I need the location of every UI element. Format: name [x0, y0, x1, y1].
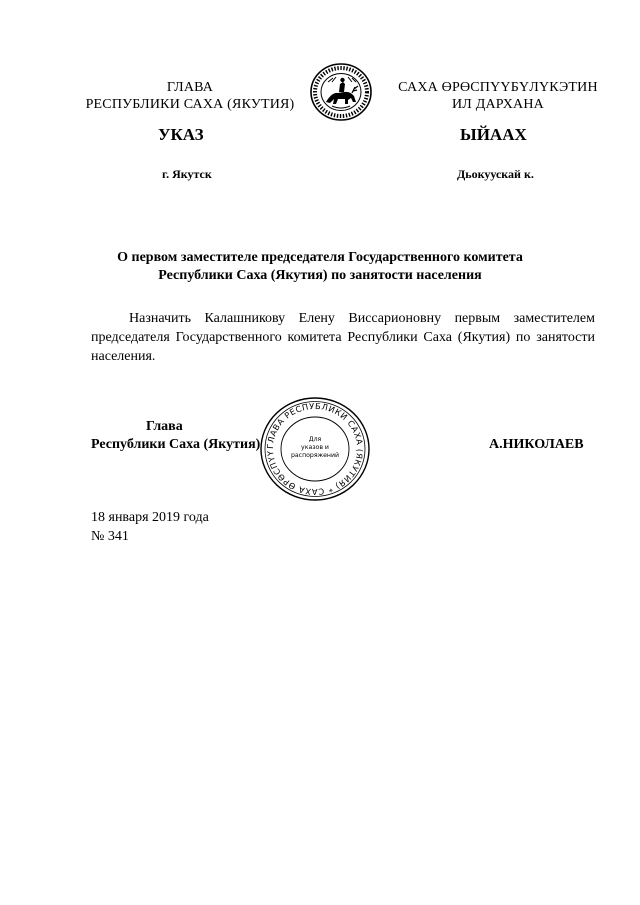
signature-title-line1: Глава: [146, 419, 183, 434]
header-left-line2: РЕСПУБЛИКИ САХА (ЯКУТИЯ): [85, 97, 295, 112]
header-right-line1: САХА ӨРӨСПҮҮБҮЛҮКЭТИН: [398, 80, 598, 95]
decree-date: 18 января 2019 года: [91, 510, 209, 525]
decree-body: [91, 309, 595, 366]
header-right-block: [383, 79, 613, 113]
seal-center-line2: указов и: [301, 444, 329, 451]
city-sah: Дьокуускай к.: [457, 167, 534, 181]
decree-title-ru: УКАЗ: [158, 125, 204, 144]
coat-of-arms-emblem: [308, 62, 374, 122]
subject-line2: Республики Саха (Якутия) по занятости населения: [158, 268, 482, 283]
subject-line1: О первом заместителе председателя Государственного комитета: [117, 250, 523, 265]
decree-subject: [40, 249, 600, 285]
signature-title-line2: Республики Саха (Якутия): [91, 437, 261, 452]
header-left-block: [70, 79, 310, 113]
seal-ring-text: ГЛАВА РЕСПУБЛИКИ САХА (ЯКУТИЯ) * САХА ӨРӨСПҮҮ: [264, 400, 366, 498]
decree-title-sah: ЫЙААХ: [460, 125, 527, 144]
decree-number: № 341: [91, 529, 129, 544]
city-ru: г. Якутск: [162, 167, 212, 181]
signature-name: А.НИКОЛАЕВ: [489, 437, 584, 452]
seal-center-line1: Для: [308, 436, 322, 443]
official-seal: [258, 395, 372, 503]
header-right-line2: ИЛ ДАРХАНА: [451, 97, 544, 112]
seal-center-line3: распоряжений: [290, 452, 340, 459]
body-paragraph: Назначить Калашникову Елену Виссарионовну первым заместителем председателя Государственного комитета Республики Саха (Якутия) по занятости населения.: [91, 311, 595, 364]
header-left-line1: ГЛАВА: [166, 80, 214, 95]
